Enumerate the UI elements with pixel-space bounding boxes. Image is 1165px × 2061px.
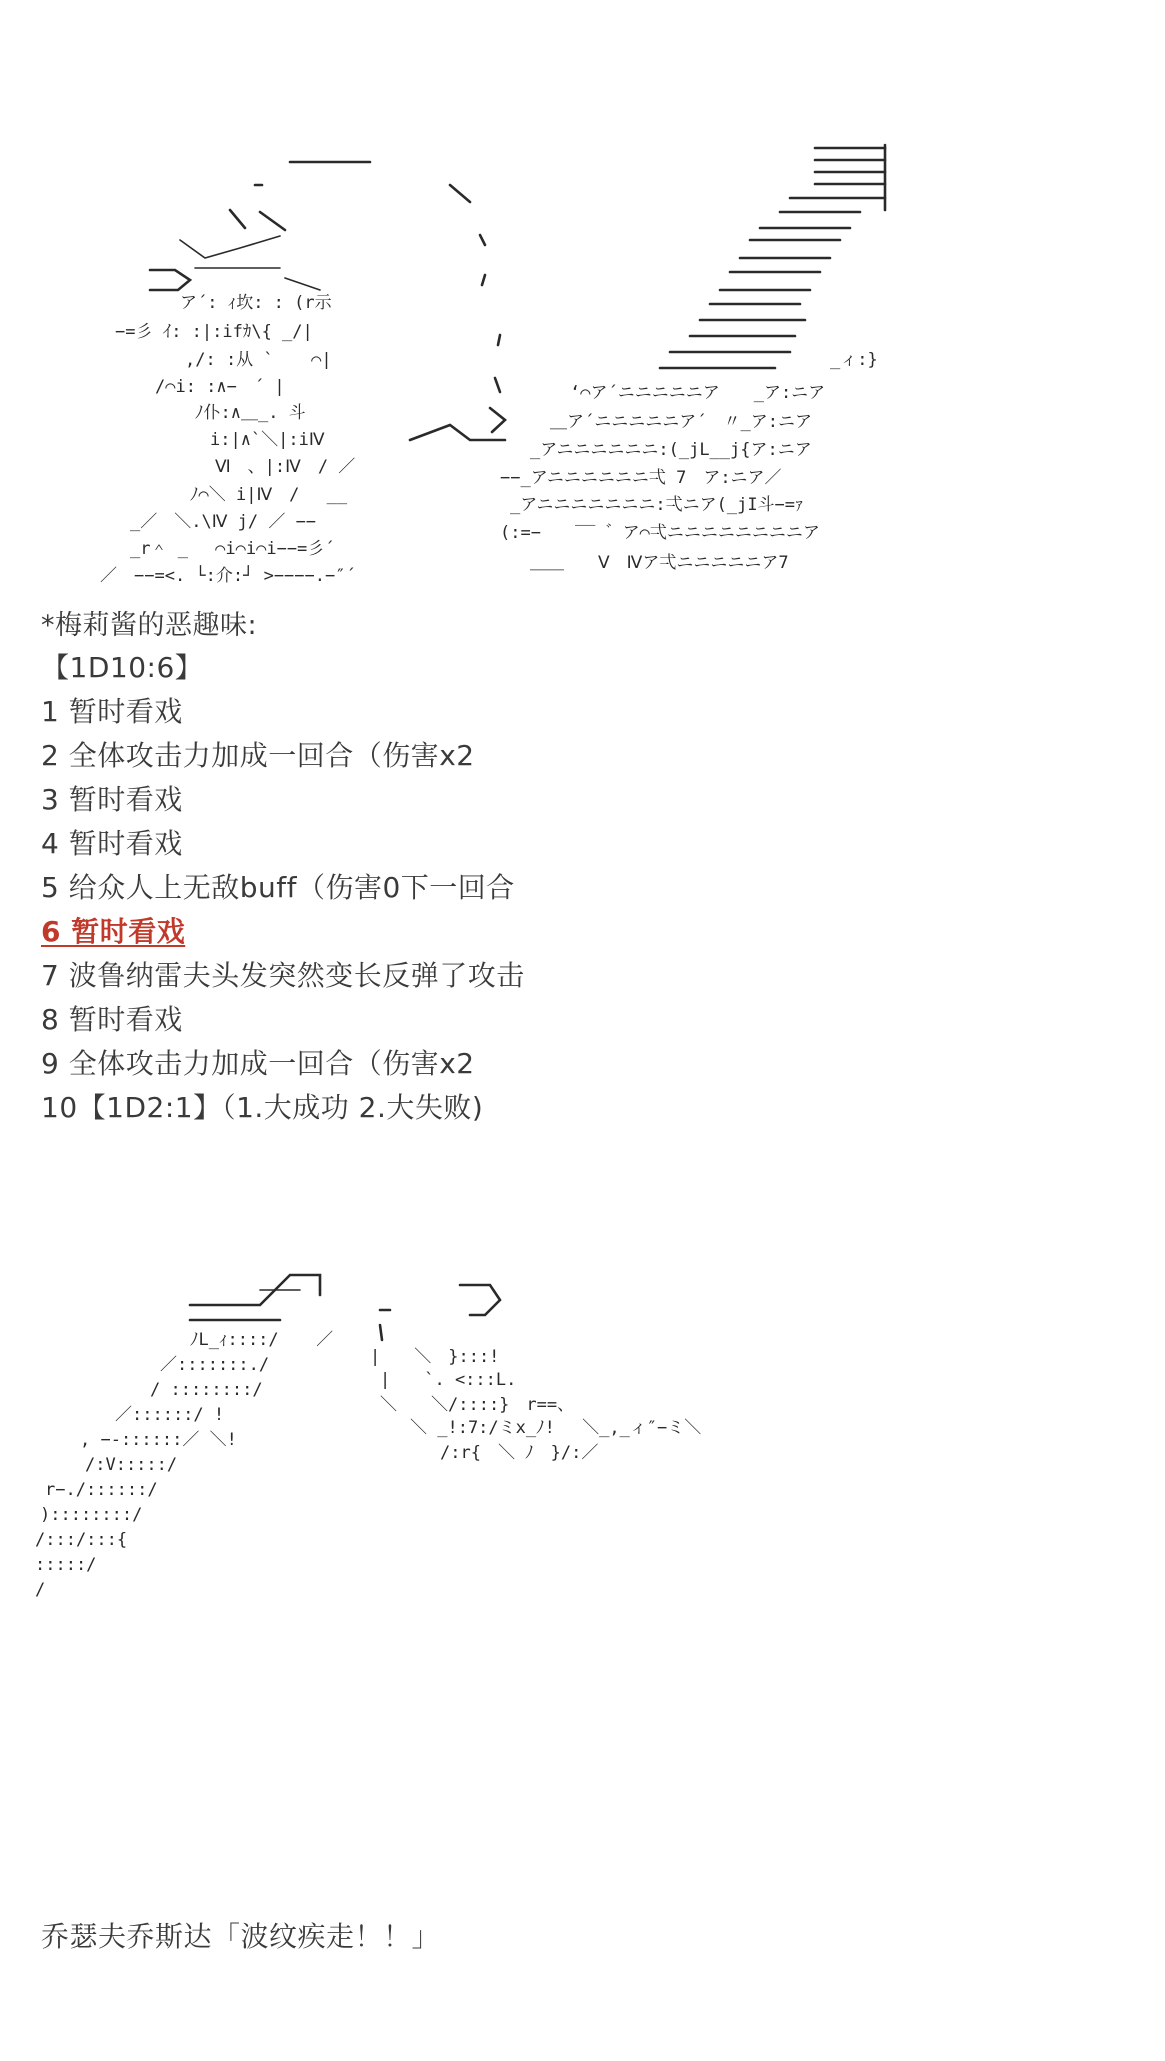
svg-text:_／ ＼.\Ⅳ j/ ／ −−: _／ ＼.\Ⅳ j/ ／ −− (130, 512, 317, 532)
outcome-item-selected: 6 暂时看戏 (41, 915, 186, 948)
outcome-item: 9 全体攻击力加成一回合（伤害x2 (41, 1047, 475, 1080)
svg-text:/:r{ ＼ ﾉ }/:／ _/:/、 > _/<: /:r{ ＼ ﾉ }/:／ (440, 1443, 599, 1463)
svg-text:_ィ:}: _ィ:} (830, 350, 878, 370)
svg-text:ﾉL_ｨ::::/ ／: ﾉL_ｨ::::/ ／ (190, 1330, 334, 1350)
svg-text:,/: :从 ` ⌒|: ,/: :从 ` ⌒| (185, 350, 332, 370)
svg-text:i:|∧`＼|:iⅣ: i:|∧`＼|:iⅣ (210, 430, 325, 450)
svg-text:/ ::::::::/: / ::::::::/ (150, 1380, 263, 1400)
svg-text:/:V:::::/: /:V:::::/ (85, 1455, 178, 1475)
svg-text:Ⅵ 、|:Ⅳ / ／: Ⅵ 、|:Ⅳ / ／ (215, 457, 356, 477)
outcome-item: 8 暂时看戏 (41, 1003, 183, 1036)
section-title: *梅莉酱的恶趣味: (41, 610, 258, 641)
svg-text:_r＾ _ ⌒i⌒i⌒i−−=彡´: _r＾ _ ⌒i⌒i⌒i−−=彡´ (130, 539, 335, 559)
svg-text:／:::::::./: ／:::::::./ (160, 1355, 270, 1375)
outcome-item: 4 暂时看戏 (41, 827, 183, 860)
svg-text:| `. <:::L.: | `. <:::L. (380, 1370, 517, 1390)
caption-text: 乔瑟夫乔斯达「波纹疾走！！」 (41, 1920, 441, 1953)
svg-text:／::::::/ !: ／::::::/ ! (115, 1405, 225, 1425)
svg-text:_アニニニニニニニ:弌ニア(_jI斗−=ｧ: _アニニニニニニニ:弌ニア(_jI斗−=ｧ (510, 495, 804, 515)
svg-text:ﾉ⌒＼ i|Ⅳ / __: ﾉ⌒＼ i|Ⅳ / __ (190, 485, 348, 505)
svg-text:/:::/:::{: /:::/:::{ (35, 1530, 128, 1550)
story-text (41, 606, 1131, 1130)
outcome-item: 2 全体攻击力加成一回合（伤害x2 (41, 739, 475, 772)
svg-text:＼ ＼/::::} r==、: ＼ ＼/::::} r==、 (380, 1395, 575, 1415)
svg-text:／ −−=<. └:介:┘ >−−−−.−″´: ／ −−=<. └:介:┘ >−−−−.−″´ (100, 566, 356, 586)
outcome-item: 10【1D2:1】（1.大成功 2.大失败) (41, 1091, 484, 1124)
svg-text:/⌒i: :∧− ´ |: /⌒i: :∧− ´ | (155, 377, 285, 397)
svg-text:ﾉ仆:∧＿_. 斗: ﾉ仆:∧＿_. 斗 (195, 403, 306, 423)
svg-text:＿＿ Ⅴ Ⅳア弌ニニニニニア7: ＿＿ Ⅴ Ⅳア弌ニニニニニア7 (530, 553, 789, 573)
svg-text:＿ア´ニニニニニア´ 〃_ア:ニア: ＿ア´ニニニニニア´ 〃_ア:ニア (550, 412, 812, 432)
svg-text:| ＼ }:::!: | ＼ }:::! (370, 1347, 500, 1367)
svg-text:/: / (35, 1580, 46, 1600)
svg-text:‘⌒ア´ニニニニニア _ア:ニア: ‘⌒ア´ニニニニニア _ア:ニア (570, 383, 826, 403)
ascii-art-bottom-drawing (30, 1270, 1135, 1900)
svg-text:r−./::::::/: r−./::::::/ (45, 1480, 158, 1500)
svg-text:(:=− ‾‾ ゛ア⌒弌ニニニニニニニニア: (:=− ‾‾ ゛ア⌒弌ニニニニニニニニア (500, 523, 820, 543)
ascii-art-top (30, 140, 1135, 595)
svg-text:＼ _!:7:/ミx_ﾉ! ＼_,_ィ″−ミ＼: ＼ _!:7:/ミx_ﾉ! ＼_,_ィ″−ミ＼ (410, 1418, 702, 1438)
ascii-art-bottom (30, 1270, 1135, 1900)
svg-text:−=彡 ｲ: :|:ifｶ\{ _/|: −=彡 ｲ: :|:ifｶ\{ _/| (115, 322, 313, 342)
svg-text:_アニニニニニニ:(_jL__j{ア:ニア: _アニニニニニニ:(_jL__j{ア:ニア (530, 440, 812, 460)
outcome-item: 3 暂时看戏 (41, 783, 183, 816)
svg-text:−−_アニニニニニニ弌 7 ア:ニア／: −−_アニニニニニニ弌 7 ア:ニア／ (500, 468, 782, 488)
svg-text:ア´: ｨ坎: : (r示: ア´: ｨ坎: : (r示 (180, 293, 332, 313)
svg-text:, −‐::::::／ ＼!: , −‐::::::／ ＼! (80, 1430, 237, 1450)
ascii-art-top-drawing (30, 140, 1135, 595)
outcome-item: 7 波鲁纳雷夫头发突然变长反弹了攻击 (41, 959, 525, 992)
outcome-item: 1 暂时看戏 (41, 695, 183, 728)
svg-text::::::/: :::::/ (35, 1555, 97, 1575)
dice-result: 【1D10:6】 (41, 651, 204, 684)
outcome-item: 5 给众人上无敌buff（伤害0下一回合 (41, 871, 515, 904)
svg-text:)::::::::/: )::::::::/ (40, 1505, 143, 1525)
